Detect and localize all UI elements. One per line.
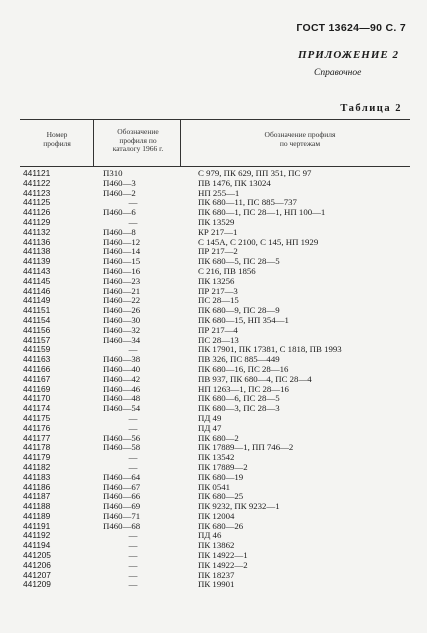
profile-number-cell: 441146 bbox=[23, 285, 51, 296]
table-header-rule bbox=[20, 166, 410, 167]
drawing-designation-cell: ПК 680—15, НП 354—1 bbox=[198, 314, 289, 325]
catalog-designation-cell: П460—2 bbox=[103, 187, 136, 198]
profile-number-cell: 441123 bbox=[23, 187, 51, 198]
profile-number-cell: 441169 bbox=[23, 383, 51, 394]
drawing-designation-cell: ПД 47 bbox=[198, 422, 222, 433]
profile-number-cell: 441183 bbox=[23, 471, 51, 482]
column-header-drawing: Обозначение профиля по чертежам bbox=[264, 130, 336, 148]
profile-number-cell: 441151 bbox=[23, 305, 51, 316]
catalog-designation-cell: — bbox=[128, 550, 138, 561]
catalog-designation-cell: — bbox=[128, 216, 138, 227]
catalog-designation-cell: П460—6 bbox=[103, 207, 136, 218]
table-title: Таблица 2 bbox=[340, 103, 402, 114]
drawing-designation-cell: ПК 680—5, ПС 28—5 bbox=[198, 256, 280, 267]
catalog-designation-cell: П310 bbox=[103, 168, 123, 178]
profile-number-cell: 441192 bbox=[23, 530, 51, 541]
catalog-designation-cell: П460—26 bbox=[103, 305, 141, 316]
profile-number-cell: 441126 bbox=[23, 207, 51, 218]
catalog-designation-cell: П460—32 bbox=[103, 324, 141, 335]
catalog-designation-cell: — bbox=[128, 579, 138, 590]
catalog-designation-cell: — bbox=[128, 412, 138, 423]
table-body bbox=[0, 169, 427, 590]
catalog-designation-cell: П460—54 bbox=[103, 403, 141, 414]
catalog-designation-cell: — bbox=[128, 530, 138, 541]
profile-number-cell: 441125 bbox=[23, 197, 51, 208]
drawing-designation-cell: ПД 49 bbox=[198, 412, 222, 423]
catalog-designation-cell: П460—16 bbox=[103, 265, 141, 276]
drawing-designation-cell: ПС 28—13 bbox=[198, 334, 239, 345]
catalog-designation-cell: П460—69 bbox=[103, 501, 141, 512]
drawing-designation-cell: ПК 17889—2 bbox=[198, 461, 248, 472]
drawing-designation-cell: ПК 680—9, ПС 28—9 bbox=[198, 305, 280, 316]
catalog-designation-cell: П460—40 bbox=[103, 363, 141, 374]
drawing-designation-cell: ПК 19901 bbox=[198, 579, 235, 590]
drawing-designation-cell: ПР 217—3 bbox=[198, 285, 238, 296]
drawing-designation-cell: ПК 14922—1 bbox=[198, 550, 248, 561]
profile-number-cell: 441186 bbox=[23, 481, 51, 492]
profile-number-cell: 441132 bbox=[23, 226, 51, 237]
drawing-designation-cell: ПК 14922—2 bbox=[198, 559, 248, 570]
catalog-designation-cell: П460—67 bbox=[103, 481, 141, 492]
drawing-designation-cell: С 145А, С 2100, С 145, НП 1929 bbox=[198, 236, 319, 247]
catalog-designation-cell: П460—12 bbox=[103, 236, 141, 247]
drawing-designation-cell: ПК 17889—1, ПП 746—2 bbox=[198, 442, 294, 453]
drawing-designation-cell: ПВ 937, ПК 680—4, ПС 28—4 bbox=[198, 373, 312, 384]
drawing-designation-cell: С 216, ПВ 1856 bbox=[198, 265, 256, 276]
drawing-designation-cell: ПК 18237 bbox=[198, 569, 235, 580]
drawing-designation-cell: ПР 217—4 bbox=[198, 324, 238, 335]
column-header-number: Номер профиля bbox=[43, 130, 71, 148]
profile-number-cell: 441159 bbox=[23, 344, 51, 355]
profile-number-cell: 441157 bbox=[23, 334, 51, 345]
drawing-designation-cell: ПК 13529 bbox=[198, 216, 235, 227]
drawing-designation-cell: ПК 680—19 bbox=[198, 471, 244, 482]
profile-number-cell: 441187 bbox=[23, 491, 51, 502]
catalog-designation-cell: — bbox=[128, 559, 138, 570]
profile-number-cell: 441167 bbox=[23, 373, 51, 384]
catalog-designation-cell: П460—66 bbox=[103, 491, 141, 502]
drawing-designation-cell: ПК 680—25 bbox=[198, 491, 244, 502]
drawing-designation-cell: ПК 9232, ПК 9232—1 bbox=[198, 501, 280, 512]
profile-number-cell: 441194 bbox=[23, 540, 51, 551]
catalog-designation-cell: П460—23 bbox=[103, 275, 141, 286]
profile-number-cell: 441138 bbox=[23, 246, 51, 257]
catalog-designation-cell: П460—48 bbox=[103, 393, 141, 404]
catalog-designation-cell: — bbox=[128, 461, 138, 472]
drawing-designation-cell: ПК 680—26 bbox=[198, 520, 244, 531]
catalog-designation-cell: П460—22 bbox=[103, 295, 141, 306]
drawing-designation-cell: ПК 680—6, ПС 28—5 bbox=[198, 393, 280, 404]
table-top-rule bbox=[20, 119, 410, 120]
column-header-catalog: Обозначение профиля по каталогу 1966 г. bbox=[112, 127, 164, 153]
catalog-designation-cell: П460—3 bbox=[103, 177, 136, 188]
drawing-designation-cell: ПС 28—15 bbox=[198, 295, 239, 306]
catalog-designation-cell: — bbox=[128, 344, 138, 355]
profile-number-cell: 441179 bbox=[23, 452, 51, 463]
drawing-designation-cell: ПК 680—1, ПС 28—1, НП 100—1 bbox=[198, 207, 326, 218]
drawing-designation-cell: ПК 13862 bbox=[198, 540, 235, 551]
profile-number-cell: 441129 bbox=[23, 216, 51, 227]
profile-number-cell: 441154 bbox=[23, 314, 51, 325]
catalog-designation-cell: П460—42 bbox=[103, 373, 141, 384]
drawing-designation-cell: НП 255—1 bbox=[198, 187, 240, 198]
catalog-designation-cell: П460—34 bbox=[103, 334, 141, 345]
drawing-designation-cell: ПК 12004 bbox=[198, 510, 235, 521]
profile-number-cell: 441122 bbox=[23, 177, 51, 188]
profile-number-cell: 441136 bbox=[23, 236, 51, 247]
catalog-designation-cell: — bbox=[128, 452, 138, 463]
drawing-designation-cell: ПК 0541 bbox=[198, 481, 231, 492]
profile-number-cell: 441121 bbox=[23, 168, 51, 178]
drawing-designation-cell: ПК 13542 bbox=[198, 452, 235, 463]
profile-number-cell: 441205 bbox=[23, 550, 51, 561]
drawing-designation-cell: КР 217—1 bbox=[198, 226, 238, 237]
catalog-designation-cell: П460—64 bbox=[103, 471, 141, 482]
catalog-designation-cell: П460—30 bbox=[103, 314, 141, 325]
drawing-designation-cell: ПВ 326, ПС 885—449 bbox=[198, 354, 280, 365]
profile-number-cell: 441149 bbox=[23, 295, 51, 306]
catalog-designation-cell: П460—71 bbox=[103, 510, 141, 521]
profile-number-cell: 441145 bbox=[23, 275, 51, 286]
catalog-designation-cell: — bbox=[128, 422, 138, 433]
table-row bbox=[0, 580, 427, 590]
profile-number-cell: 441182 bbox=[23, 461, 51, 472]
catalog-designation-cell: П460—21 bbox=[103, 285, 141, 296]
profile-number-cell: 441207 bbox=[23, 569, 51, 580]
catalog-designation-cell: П460—14 bbox=[103, 246, 141, 257]
profile-number-cell: 441191 bbox=[23, 520, 51, 531]
profile-number-cell: 441176 bbox=[23, 422, 51, 433]
drawing-designation-cell: ПВ 1476, ПК 13024 bbox=[198, 177, 271, 188]
profile-number-cell: 441175 bbox=[23, 412, 51, 423]
drawing-designation-cell: ПК 13256 bbox=[198, 275, 235, 286]
drawing-designation-cell: ПР 217—2 bbox=[198, 246, 238, 257]
catalog-designation-cell: П460—15 bbox=[103, 256, 141, 267]
drawing-designation-cell: С 979, ПК 629, ПП 351, ПС 97 bbox=[198, 168, 312, 178]
catalog-designation-cell: — bbox=[128, 197, 138, 208]
catalog-designation-cell: П460—8 bbox=[103, 226, 136, 237]
catalog-designation-cell: — bbox=[128, 540, 138, 551]
profile-number-cell: 441139 bbox=[23, 256, 51, 267]
profile-number-cell: 441178 bbox=[23, 442, 51, 453]
standard-header: ГОСТ 13624—90 С. 7 bbox=[296, 22, 406, 34]
profile-number-cell: 441143 bbox=[23, 265, 51, 276]
drawing-designation-cell: ПД 46 bbox=[198, 530, 222, 541]
profile-number-cell: 441209 bbox=[23, 579, 51, 590]
catalog-designation-cell: П460—56 bbox=[103, 432, 141, 443]
appendix-subtitle: Справочное bbox=[314, 68, 362, 78]
profile-number-cell: 441189 bbox=[23, 510, 51, 521]
profile-number-cell: 441206 bbox=[23, 559, 51, 570]
drawing-designation-cell: НП 1263—1, ПС 28—16 bbox=[198, 383, 289, 394]
drawing-designation-cell: ПК 680—11, ПС 885—737 bbox=[198, 197, 297, 208]
drawing-designation-cell: ПК 680—3, ПС 28—3 bbox=[198, 403, 280, 414]
profile-number-cell: 441156 bbox=[23, 324, 51, 335]
profile-number-cell: 441166 bbox=[23, 363, 51, 374]
drawing-designation-cell: ПК 680—2 bbox=[198, 432, 239, 443]
catalog-designation-cell: П460—58 bbox=[103, 442, 141, 453]
profile-number-cell: 441163 bbox=[23, 354, 51, 365]
catalog-designation-cell: П460—68 bbox=[103, 520, 141, 531]
appendix-title: ПРИЛОЖЕНИЕ 2 bbox=[297, 49, 399, 61]
profile-number-cell: 441188 bbox=[23, 501, 51, 512]
catalog-designation-cell: П460—46 bbox=[103, 383, 141, 394]
catalog-designation-cell: П460—38 bbox=[103, 354, 141, 365]
drawing-designation-cell: ПК 17901, ПК 17381, С 1818, ПВ 1993 bbox=[198, 344, 342, 355]
column-divider bbox=[93, 119, 94, 167]
column-divider bbox=[180, 119, 181, 167]
drawing-designation-cell: ПК 680—16, ПС 28—16 bbox=[198, 363, 289, 374]
profile-number-cell: 441170 bbox=[23, 393, 51, 404]
catalog-designation-cell: — bbox=[128, 569, 138, 580]
profile-number-cell: 441177 bbox=[23, 432, 51, 443]
profile-number-cell: 441174 bbox=[23, 403, 51, 414]
